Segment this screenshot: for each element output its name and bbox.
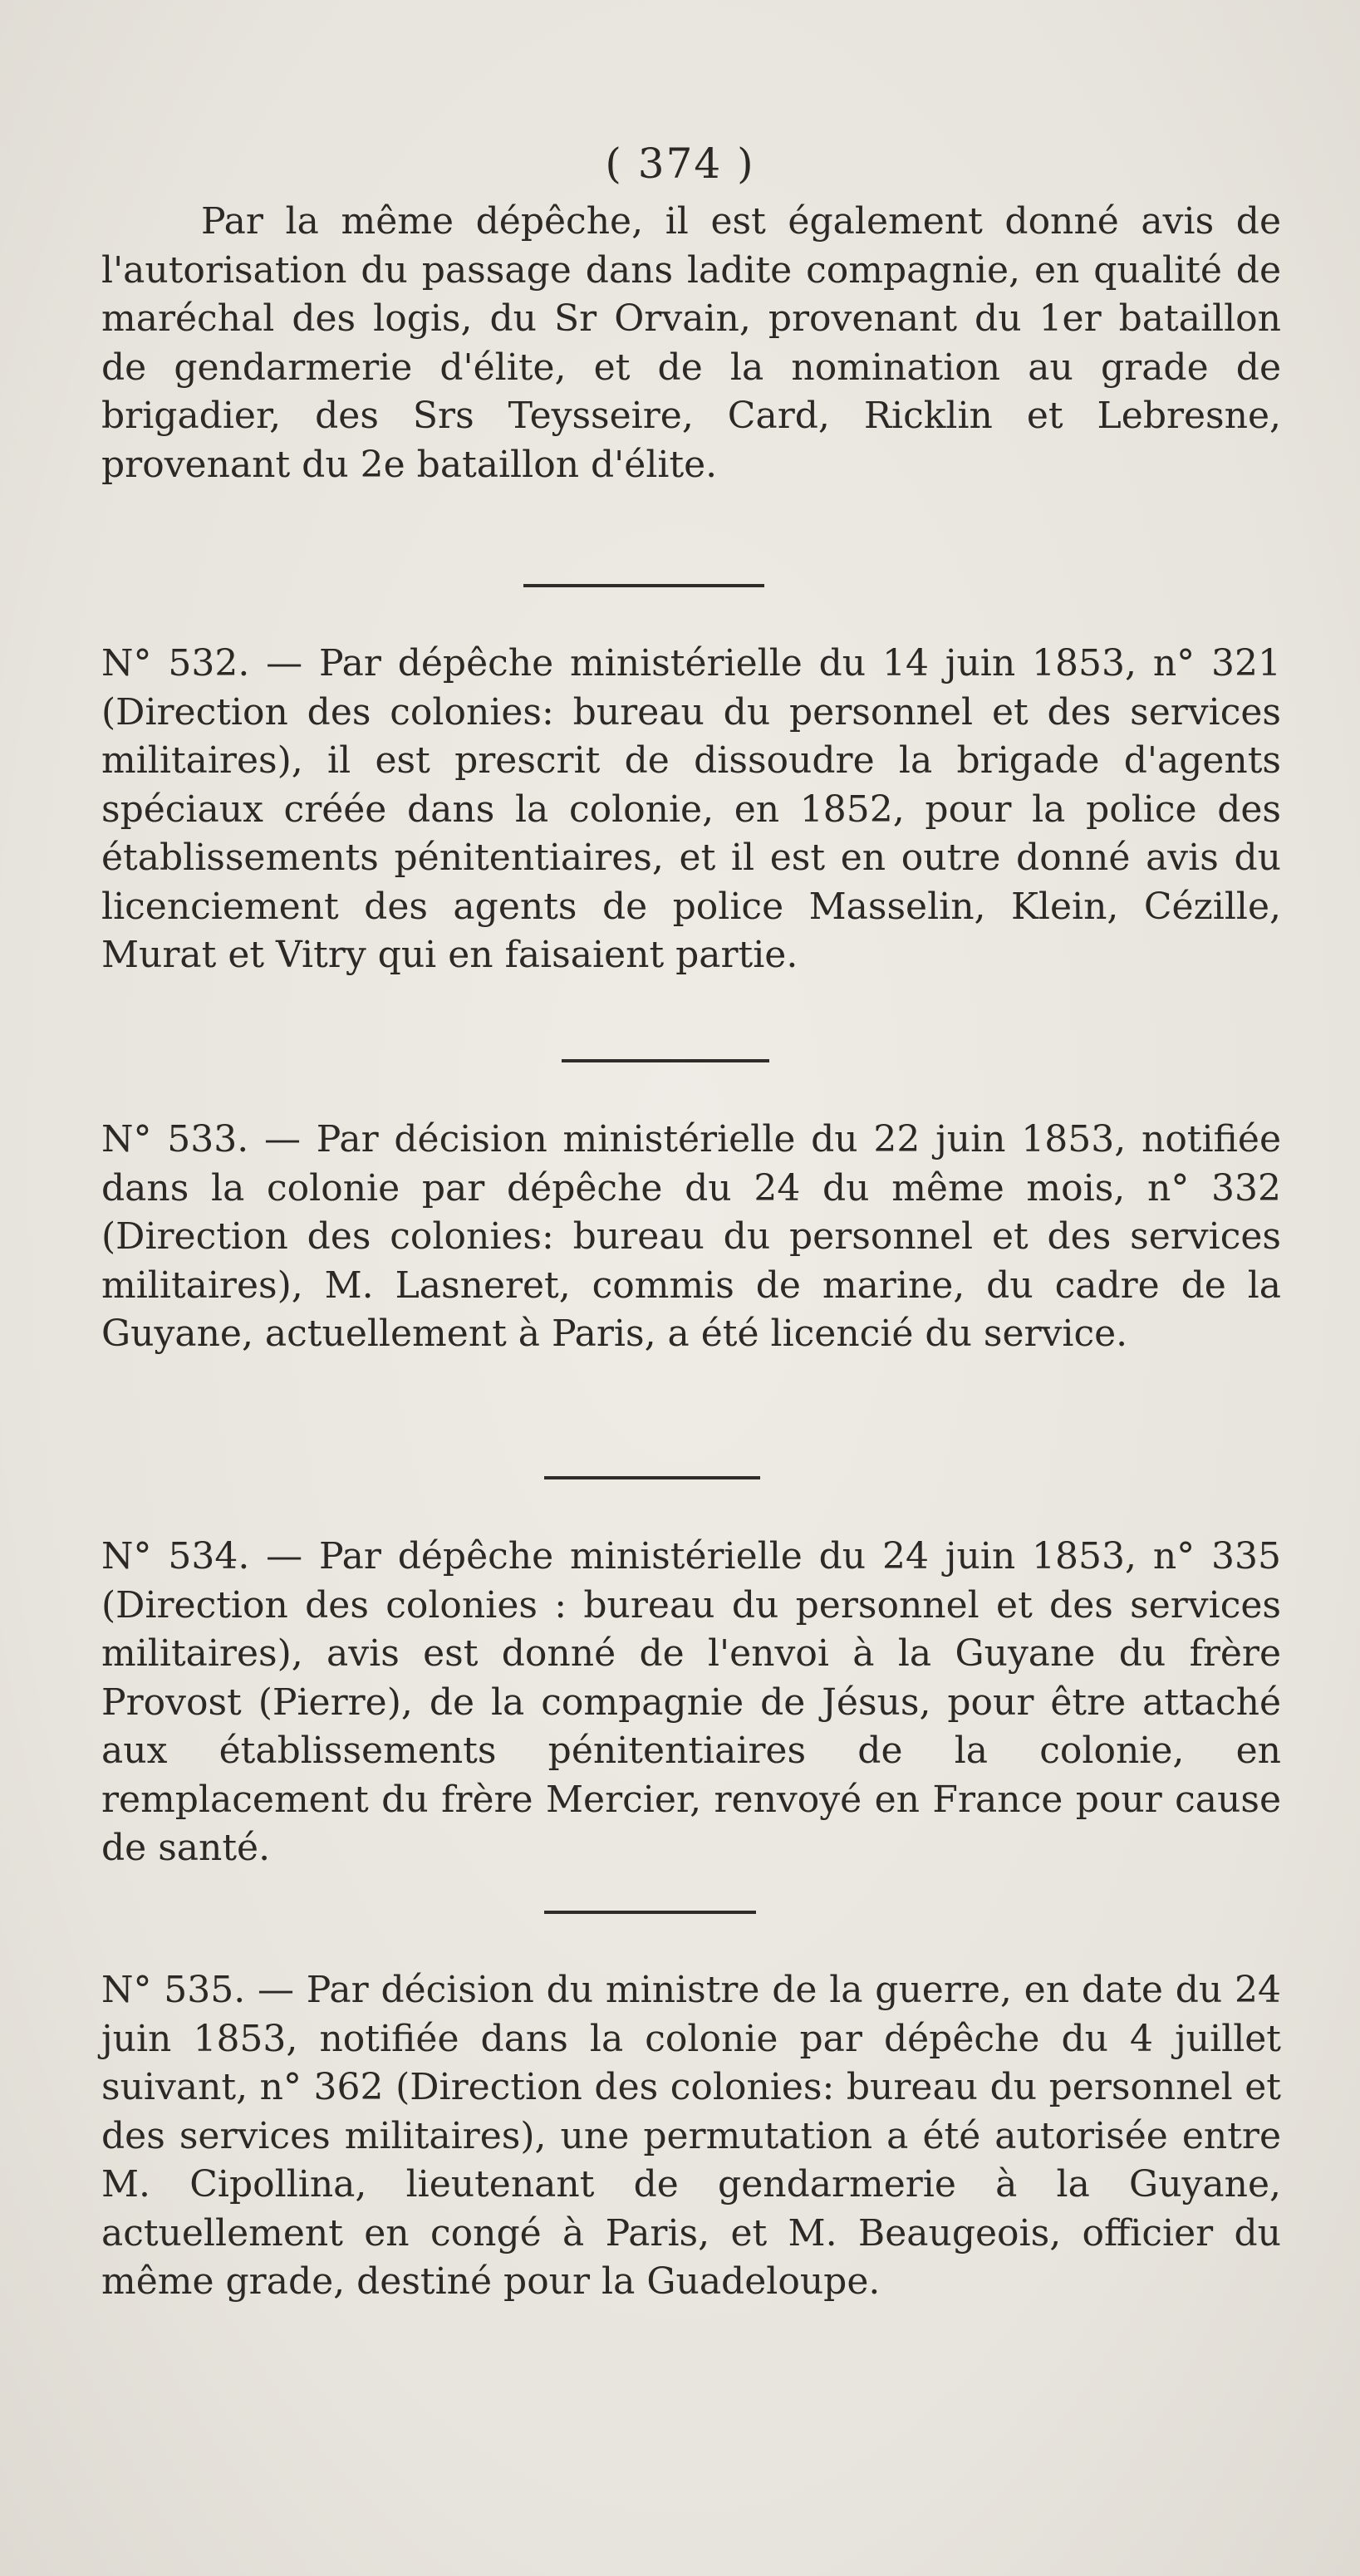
entry-534 xyxy=(101,1533,1281,1873)
entry-535-text: N° 535. — Par décision du ministre de la guerre, en date du 24 juin 1853, notifiée dans la colonie par dépêche du 4 juillet suivant, n° 362 (Direction des colonies: bureau du personnel et des services militaires), une permutation a été autorisée entre M. Cipollina, lieutenant de gendarmerie à la Guyane, actuellement en congé à Paris, et M. Beaugeois, officier du même grade, destiné pour la Guadeloupe. xyxy=(101,1969,1281,2303)
section-divider xyxy=(544,1476,760,1479)
entry-532-text: N° 532. — Par dépêche ministérielle du 14 juin 1853, n° 321 (Direction des colonies: bureau du personnel et des services militaires), il est prescrit de dissoudre la brigade d'agents spéciaux créée dans la colonie, en 1852, pour la police des établissements pénitentiaires, et il est en outre donné avis du licenciement des agents de police Masselin, Klein, Cézille, Murat et Vitry qui en faisaient partie. xyxy=(101,642,1281,976)
entry-535 xyxy=(101,1966,1281,2307)
section-divider xyxy=(523,584,764,587)
entry-533-text: N° 533. — Par décision ministérielle du 22 juin 1853, notifiée dans la colonie par dépêche du 24 du même mois, n° 332 (Direction des colonies: bureau du personnel et des services militaires), M. Lasneret, commis de marine, du cadre de la Guyane, actuellement à Paris, a été licencié du service. xyxy=(101,1118,1281,1355)
paragraph-continuation xyxy=(101,198,1281,489)
entry-533 xyxy=(101,1116,1281,1359)
paragraph-text: Par la même dépêche, il est également donné avis de l'autorisation du passage dans ladite compagnie, en qualité de maréchal des logis, du Sr Orvain, provenant du 1er bataillon de gendarmerie d'élite, et de la nomination au grade de brigadier, des Srs Teysseire, Card, Ricklin et Lebresne, provenant du 2e bataillon d'élite. xyxy=(101,200,1281,486)
section-divider xyxy=(544,1911,756,1914)
page-number: ( 374 ) xyxy=(605,140,755,188)
entry-534-text: N° 534. — Par dépêche ministérielle du 24 juin 1853, n° 335 (Direction des colonies : bureau du personnel et des services militaires), avis est donné de l'envoi à la Guyane du frère Provost (Pierre), de la compagnie de Jésus, pour être attaché aux établissements pénitentiaires de la colonie, en remplacement du frère Mercier, renvoyé en France pour cause de santé. xyxy=(101,1535,1281,1869)
section-divider xyxy=(562,1059,769,1062)
entry-532 xyxy=(101,640,1281,980)
